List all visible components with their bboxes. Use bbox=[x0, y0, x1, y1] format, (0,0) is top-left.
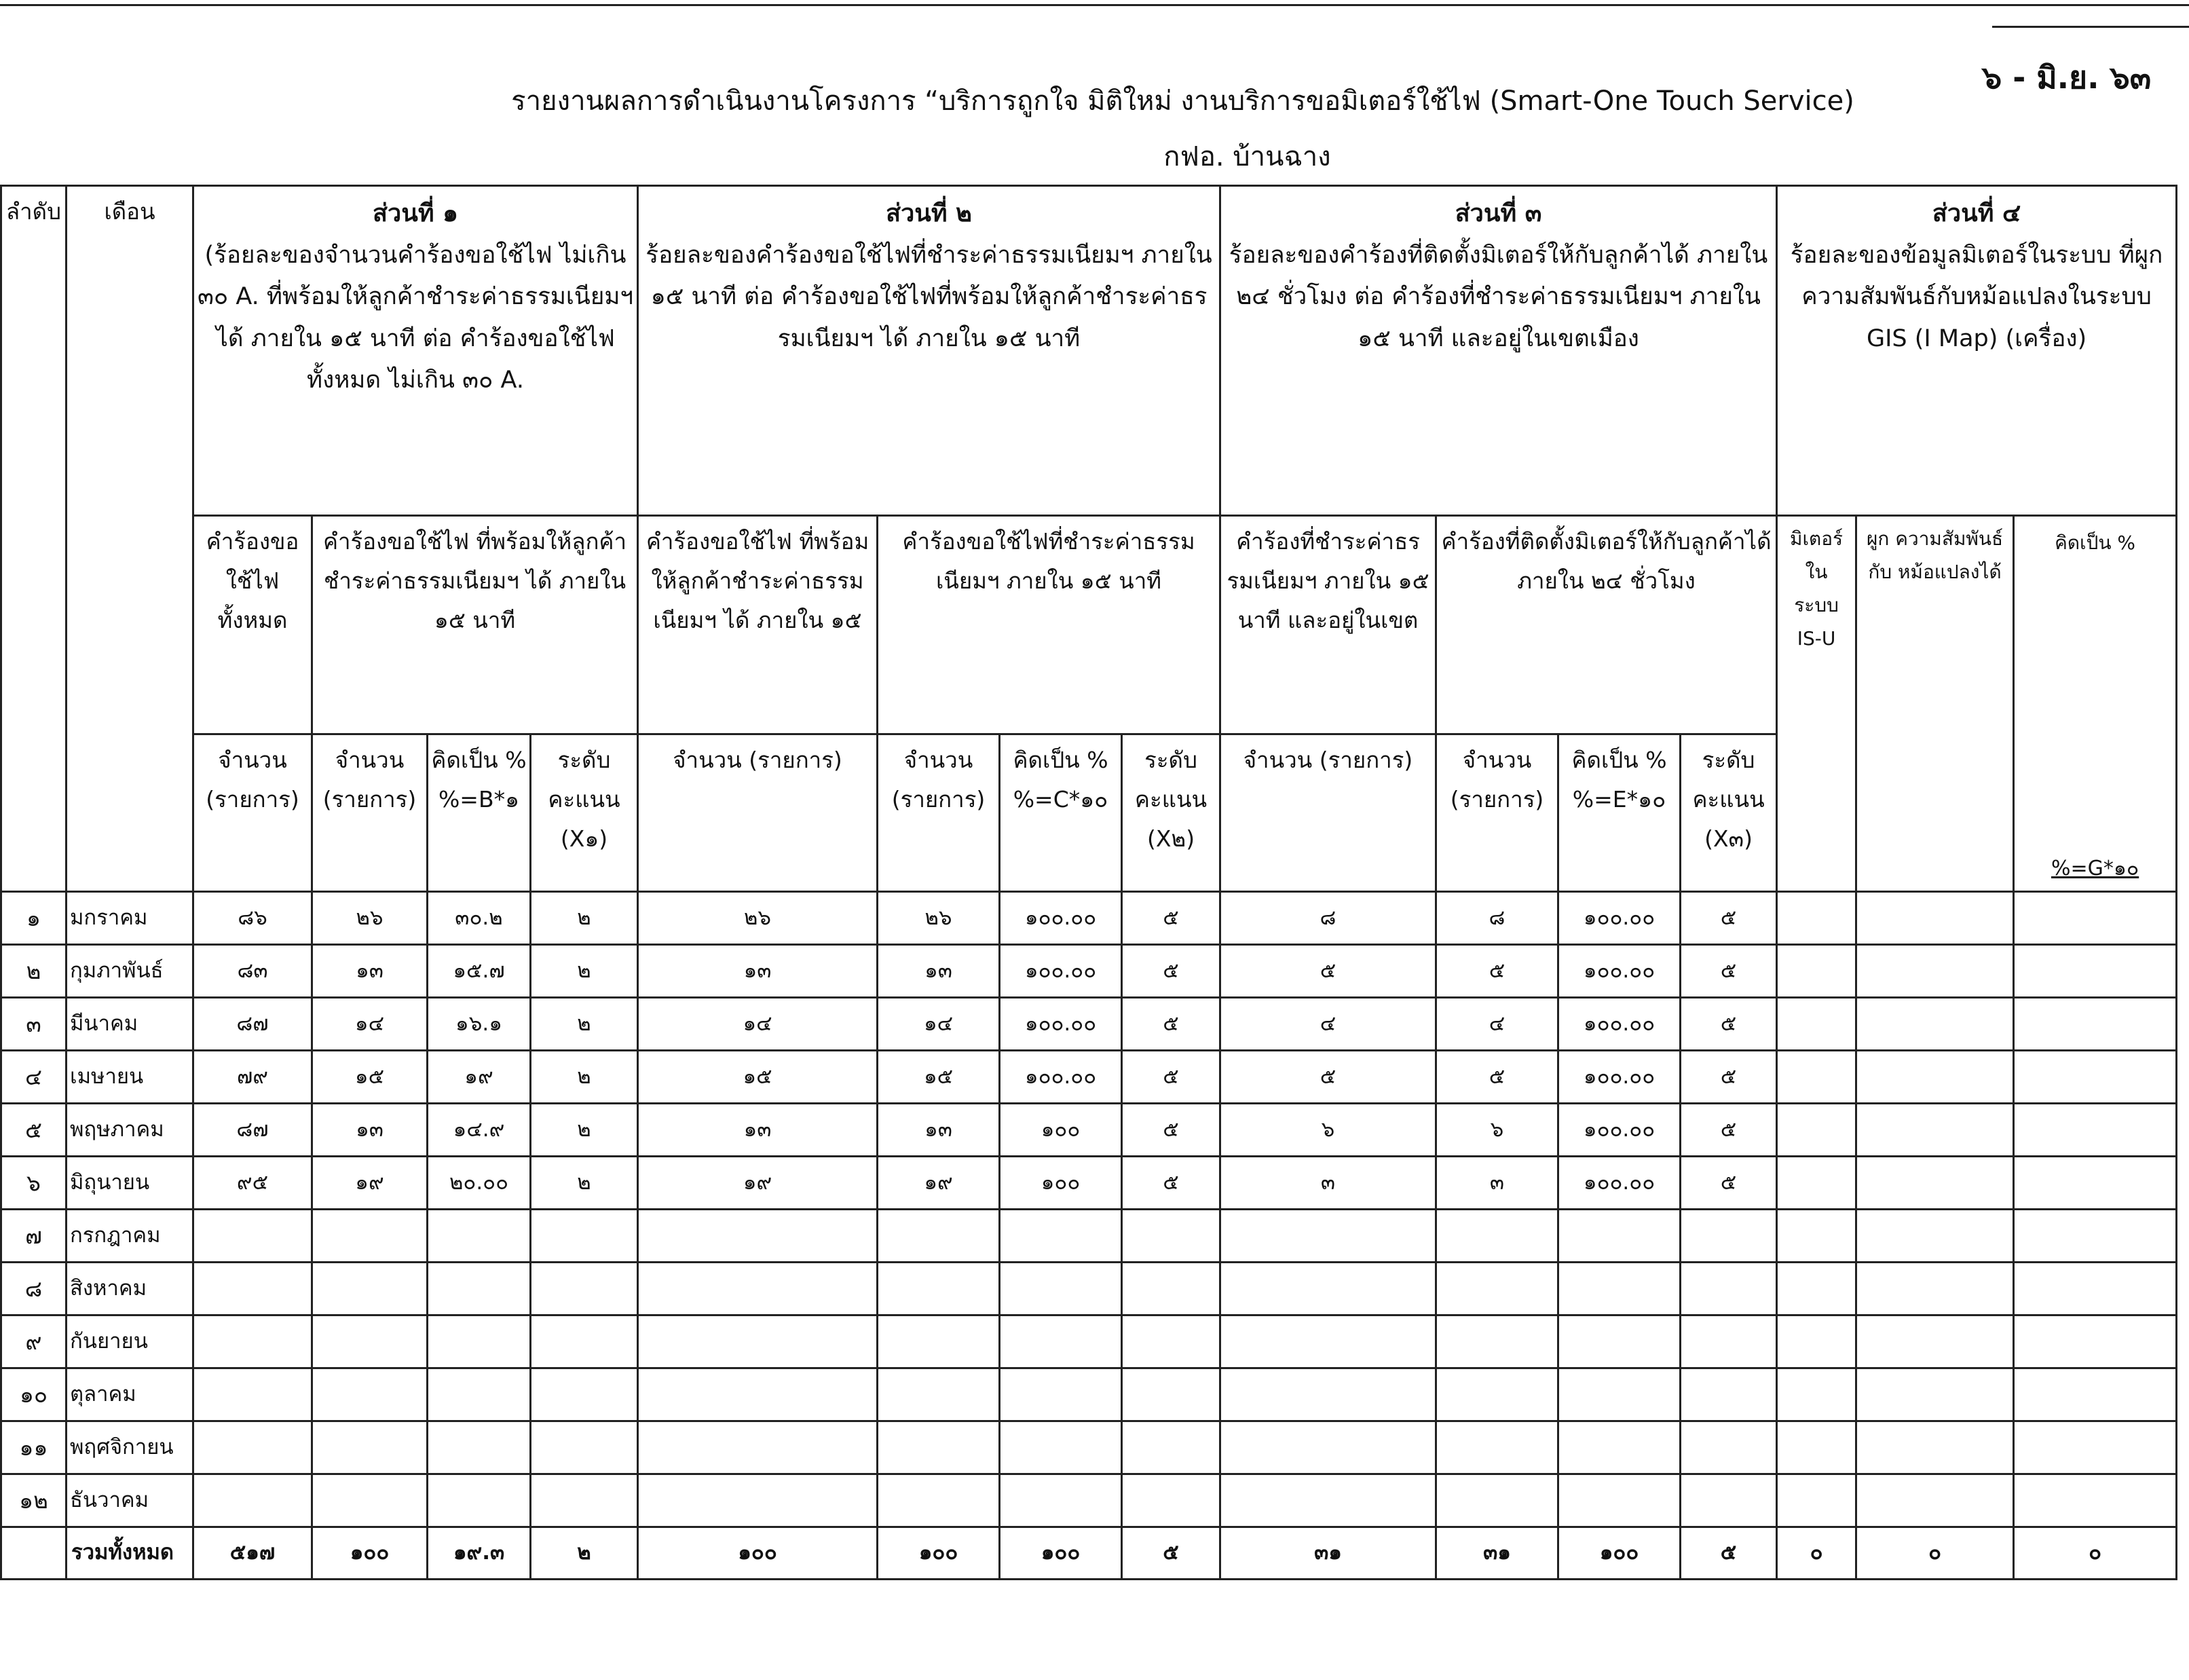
part3-desc: ร้อยละของคำร้องที่ติดตั้งมิเตอร์ให้กับลูกค้าได้ ภายใน ๒๔ ชั่วโมง ต่อ คำร้องที่ชำระค่าธรรมเนียมฯ ภายใน ๑๕ นาที และอยู่ในเขตเมือง bbox=[1229, 242, 1768, 352]
row-value bbox=[1122, 1263, 1220, 1315]
row-value bbox=[193, 1263, 312, 1315]
row-number: ๑๒ bbox=[1, 1474, 67, 1527]
row-value: ๓ bbox=[1220, 1157, 1436, 1210]
row-value bbox=[878, 1263, 1000, 1315]
table-row bbox=[1, 1315, 2177, 1368]
row-value bbox=[2014, 1263, 2177, 1315]
row-value: ๑๓ bbox=[878, 1104, 1000, 1157]
total-value: ๑๐๐ bbox=[1558, 1527, 1681, 1580]
row-value: ๑๔.๙ bbox=[428, 1104, 531, 1157]
row-value bbox=[1220, 1210, 1436, 1263]
total-value: ๑๐๐ bbox=[1000, 1527, 1122, 1580]
row-value bbox=[1856, 1263, 2014, 1315]
row-value bbox=[1856, 1315, 2014, 1368]
row-value bbox=[1122, 1368, 1220, 1421]
part2-header bbox=[638, 186, 1220, 516]
row-value: ๑๐๐.๐๐ bbox=[1558, 1051, 1681, 1104]
row-value: ๑๐๐.๐๐ bbox=[1000, 945, 1122, 998]
row-value bbox=[1856, 1474, 2014, 1527]
row-value bbox=[1000, 1315, 1122, 1368]
row-value: ๒ bbox=[531, 1104, 638, 1157]
row-value bbox=[1122, 1474, 1220, 1527]
part2-count-ready: จำนวน (รายการ) bbox=[638, 734, 878, 892]
total-value: ๑๐๐ bbox=[638, 1527, 878, 1580]
row-value bbox=[428, 1421, 531, 1474]
row-value bbox=[2014, 1315, 2177, 1368]
row-value: ๕ bbox=[1436, 1051, 1558, 1104]
row-value bbox=[1000, 1263, 1122, 1315]
row-value: ๑๙ bbox=[428, 1051, 531, 1104]
row-value bbox=[531, 1368, 638, 1421]
row-value: ๕ bbox=[1122, 945, 1220, 998]
row-value: ๕ bbox=[1681, 1051, 1777, 1104]
report-title: รายงานผลการดำเนินงานโครงการ “บริการถูกใจ มิติใหม่ งานบริการขอมิเตอร์ใช้ไฟ (Smart-One Touch Service) bbox=[511, 86, 1854, 117]
row-value bbox=[1681, 1210, 1777, 1263]
row-month: มีนาคม bbox=[67, 998, 193, 1051]
row-value: ๕ bbox=[1681, 1104, 1777, 1157]
row-value bbox=[1777, 892, 1856, 945]
row-value: ๑๓ bbox=[878, 945, 1000, 998]
col-order: ลำดับ bbox=[1, 186, 67, 892]
total-value: ๕๑๗ bbox=[193, 1527, 312, 1580]
row-value bbox=[1777, 1104, 1856, 1157]
row-value bbox=[428, 1263, 531, 1315]
row-value bbox=[312, 1368, 428, 1421]
row-value: ๒ bbox=[531, 998, 638, 1051]
total-value: ๑๐๐ bbox=[878, 1527, 1000, 1580]
table-row bbox=[1, 1263, 2177, 1315]
row-number: ๔ bbox=[1, 1051, 67, 1104]
row-value bbox=[638, 1474, 878, 1527]
row-value bbox=[1122, 1210, 1220, 1263]
row-value bbox=[1558, 1315, 1681, 1368]
row-value: ๕ bbox=[1681, 945, 1777, 998]
row-value bbox=[1558, 1421, 1681, 1474]
table-row bbox=[1, 1421, 2177, 1474]
part3-count-installed: จำนวน (รายการ) bbox=[1436, 734, 1558, 892]
row-value bbox=[2014, 1474, 2177, 1527]
row-value: ๒ bbox=[531, 945, 638, 998]
row-value bbox=[312, 1210, 428, 1263]
row-value: ๑๓ bbox=[312, 1104, 428, 1157]
row-value: ๑๐๐.๐๐ bbox=[1558, 1157, 1681, 1210]
row-number: ๒ bbox=[1, 945, 67, 998]
part1-desc: (ร้อยละของจำนวนคำร้องขอใช้ไฟ ไม่เกิน ๓๐ A. ที่พร้อมให้ลูกค้าชำระค่าธรรมเนียมฯ ได้ ภายใน ๑๕ นาที ต่อ คำร้องขอใช้ไฟทั้งหมด ไม่เกิน ๓๐ A. bbox=[197, 242, 634, 394]
row-value: ๑๐๐.๐๐ bbox=[1558, 1104, 1681, 1157]
row-number: ๑ bbox=[1, 892, 67, 945]
row-value: ๑๐๐.๐๐ bbox=[1000, 998, 1122, 1051]
row-value bbox=[312, 1421, 428, 1474]
row-value bbox=[1681, 1421, 1777, 1474]
row-value: ๒ bbox=[531, 892, 638, 945]
row-value bbox=[2014, 1104, 2177, 1157]
part2-percent: คิดเป็น % %=C*๑๐ bbox=[1000, 734, 1122, 892]
row-value bbox=[1681, 1474, 1777, 1527]
row-value bbox=[193, 1315, 312, 1368]
row-value bbox=[1856, 892, 2014, 945]
row-value bbox=[1777, 1210, 1856, 1263]
row-value: ๕ bbox=[1220, 1051, 1436, 1104]
row-value bbox=[1777, 998, 1856, 1051]
part1-group1: คำร้องขอใช้ไฟทั้งหมด bbox=[193, 516, 312, 734]
office-name: กฟอ. บ้านฉาง bbox=[1163, 141, 1331, 172]
date-stamp: ๖ - มิ.ย. ๖๓ bbox=[1982, 59, 2152, 96]
row-value: ๕ bbox=[1436, 945, 1558, 998]
row-value bbox=[312, 1474, 428, 1527]
row-value bbox=[1436, 1368, 1558, 1421]
row-value bbox=[1000, 1474, 1122, 1527]
table-row bbox=[1, 1474, 2177, 1527]
row-value bbox=[2014, 998, 2177, 1051]
row-value: ๑๓ bbox=[312, 945, 428, 998]
row-value bbox=[1856, 998, 2014, 1051]
row-month: ตุลาคม bbox=[67, 1368, 193, 1421]
row-value: ๑๙ bbox=[878, 1157, 1000, 1210]
total-value: ๐ bbox=[1856, 1527, 2014, 1580]
top-rule bbox=[0, 4, 2189, 6]
row-value bbox=[1777, 1157, 1856, 1210]
row-month: มิถุนายน bbox=[67, 1157, 193, 1210]
row-value: ๑๕ bbox=[638, 1051, 878, 1104]
row-value bbox=[1220, 1315, 1436, 1368]
row-value bbox=[531, 1315, 638, 1368]
row-value bbox=[1856, 1051, 2014, 1104]
row-value bbox=[878, 1421, 1000, 1474]
row-value: ๑๕ bbox=[878, 1051, 1000, 1104]
total-value: ๐ bbox=[1777, 1527, 1856, 1580]
row-value: ๒๖ bbox=[312, 892, 428, 945]
row-month: พฤษภาคม bbox=[67, 1104, 193, 1157]
row-value: ๕ bbox=[1681, 1157, 1777, 1210]
total-value: ๑๙.๓ bbox=[428, 1527, 531, 1580]
row-value bbox=[531, 1474, 638, 1527]
row-value bbox=[193, 1210, 312, 1263]
part4-percent-label: คิดเป็น % bbox=[2055, 531, 2136, 554]
row-value bbox=[878, 1315, 1000, 1368]
row-value: ๒๐.๐๐ bbox=[428, 1157, 531, 1210]
row-value: ๑๔ bbox=[312, 998, 428, 1051]
row-value bbox=[1122, 1315, 1220, 1368]
row-value bbox=[878, 1474, 1000, 1527]
part2-desc: ร้อยละของคำร้องขอใช้ไฟที่ชำระค่าธรรมเนียมฯ ภายใน ๑๕ นาที ต่อ คำร้องขอใช้ไฟที่พร้อมให้ลูกค้าชำระค่าธรรมเนียมฯ ได้ ภายใน ๑๕ นาที bbox=[646, 242, 1212, 352]
part3-title: ส่วนที่ ๓ bbox=[1455, 200, 1542, 227]
total-value: ๕ bbox=[1122, 1527, 1220, 1580]
row-value bbox=[1000, 1368, 1122, 1421]
part3-group1: คำร้องที่ชำระค่าธรรมเนียมฯ ภายใน ๑๕ นาที และอยู่ในเขต bbox=[1220, 516, 1436, 734]
row-value: ๘๖ bbox=[193, 892, 312, 945]
part2-group1: คำร้องขอใช้ไฟ ที่พร้อมให้ลูกค้าชำระค่าธรรมเนียมฯ ได้ ภายใน ๑๕ bbox=[638, 516, 878, 734]
row-value bbox=[638, 1368, 878, 1421]
row-value: ๑๐๐.๐๐ bbox=[1000, 1051, 1122, 1104]
row-value bbox=[531, 1210, 638, 1263]
row-month: มกราคม bbox=[67, 892, 193, 945]
row-value bbox=[2014, 892, 2177, 945]
row-value: ๘๗ bbox=[193, 998, 312, 1051]
row-value: ๗๙ bbox=[193, 1051, 312, 1104]
part3-count-paid: จำนวน (รายการ) bbox=[1220, 734, 1436, 892]
part1-header bbox=[193, 186, 638, 516]
row-value bbox=[1777, 1263, 1856, 1315]
row-value bbox=[1220, 1368, 1436, 1421]
total-value: ๕ bbox=[1681, 1527, 1777, 1580]
row-value bbox=[312, 1263, 428, 1315]
row-number: ๑๑ bbox=[1, 1421, 67, 1474]
row-value bbox=[638, 1210, 878, 1263]
row-value bbox=[1777, 1368, 1856, 1421]
row-number: ๙ bbox=[1, 1315, 67, 1368]
part3-group2: คำร้องที่ติดตั้งมิเตอร์ให้กับลูกค้าได้ ภายใน ๒๔ ชั่วโมง bbox=[1436, 516, 1777, 734]
table-row bbox=[1, 1210, 2177, 1263]
part4-meter-col: มิเตอร์ ใน ระบบ IS-U bbox=[1777, 516, 1856, 892]
row-value: ๑๐๐.๐๐ bbox=[1000, 892, 1122, 945]
row-value bbox=[428, 1368, 531, 1421]
row-value: ๑๙ bbox=[638, 1157, 878, 1210]
row-value bbox=[1220, 1474, 1436, 1527]
table-row bbox=[1, 1051, 2177, 1104]
part1-count-all: จำนวน (รายการ) bbox=[193, 734, 312, 892]
row-value bbox=[1856, 1368, 2014, 1421]
row-value: ๑๐๐.๐๐ bbox=[1558, 945, 1681, 998]
part4-desc: ร้อยละของข้อมูลมิเตอร์ในระบบ ที่ผูกความสัมพันธ์กับหม้อแปลงในระบบ GIS (I Map) (เครื่อง) bbox=[1790, 242, 2163, 352]
total-number-cell bbox=[1, 1527, 67, 1580]
row-value bbox=[2014, 1051, 2177, 1104]
row-number: ๘ bbox=[1, 1263, 67, 1315]
row-value bbox=[531, 1421, 638, 1474]
part3-header bbox=[1220, 186, 1777, 516]
table-row bbox=[1, 1157, 2177, 1210]
part3-percent: คิดเป็น % %=E*๑๐ bbox=[1558, 734, 1681, 892]
row-value bbox=[2014, 1210, 2177, 1263]
row-value bbox=[193, 1421, 312, 1474]
row-number: ๖ bbox=[1, 1157, 67, 1210]
total-value: ๓๑ bbox=[1220, 1527, 1436, 1580]
row-value: ๑๐๐.๐๐ bbox=[1558, 892, 1681, 945]
row-value: ๒๖ bbox=[878, 892, 1000, 945]
part2-title: ส่วนที่ ๒ bbox=[886, 200, 972, 227]
row-value: ๑๓ bbox=[638, 945, 878, 998]
row-value bbox=[1777, 1051, 1856, 1104]
table-row bbox=[1, 1104, 2177, 1157]
row-value: ๒๖ bbox=[638, 892, 878, 945]
row-value bbox=[2014, 1157, 2177, 1210]
row-value bbox=[1558, 1474, 1681, 1527]
row-value bbox=[1122, 1421, 1220, 1474]
row-month: พฤศจิกายน bbox=[67, 1421, 193, 1474]
row-value bbox=[878, 1368, 1000, 1421]
part4-percent-col bbox=[2014, 516, 2177, 892]
row-value bbox=[1856, 1104, 2014, 1157]
part1-percent: คิดเป็น % %=B*๑ bbox=[428, 734, 531, 892]
part2-group2: คำร้องขอใช้ไฟที่ชำระค่าธรรมเนียมฯ ภายใน ๑๕ นาที bbox=[878, 516, 1220, 734]
row-month: กุมภาพันธ์ bbox=[67, 945, 193, 998]
row-value: ๕ bbox=[1122, 998, 1220, 1051]
row-value bbox=[638, 1263, 878, 1315]
row-value bbox=[1436, 1210, 1558, 1263]
row-value bbox=[1436, 1474, 1558, 1527]
total-value: ๐ bbox=[2014, 1527, 2177, 1580]
part3-score: ระดับคะแนน (X๓) bbox=[1681, 734, 1777, 892]
row-value bbox=[1436, 1263, 1558, 1315]
row-value bbox=[1856, 1157, 2014, 1210]
row-value bbox=[638, 1315, 878, 1368]
row-value: ๒ bbox=[531, 1051, 638, 1104]
total-value: ๒ bbox=[531, 1527, 638, 1580]
row-value bbox=[878, 1210, 1000, 1263]
row-value bbox=[1681, 1263, 1777, 1315]
row-value bbox=[193, 1368, 312, 1421]
row-value bbox=[1777, 945, 1856, 998]
table-row bbox=[1, 945, 2177, 998]
row-value: ๓๐.๒ bbox=[428, 892, 531, 945]
row-value: ๕ bbox=[1122, 1104, 1220, 1157]
row-number: ๗ bbox=[1, 1210, 67, 1263]
table-row bbox=[1, 1368, 2177, 1421]
row-value: ๖ bbox=[1220, 1104, 1436, 1157]
row-value bbox=[2014, 945, 2177, 998]
row-value bbox=[1856, 1421, 2014, 1474]
part4-linked-col: ผูก ความสัมพันธ์ กับ หม้อแปลงได้ bbox=[1856, 516, 2014, 892]
row-value: ๑๕ bbox=[312, 1051, 428, 1104]
row-value: ๕ bbox=[1122, 1157, 1220, 1210]
part1-group2: คำร้องขอใช้ไฟ ที่พร้อมให้ลูกค้าชำระค่าธรรมเนียมฯ ได้ ภายใน ๑๕ นาที bbox=[312, 516, 638, 734]
row-value: ๙๕ bbox=[193, 1157, 312, 1210]
row-value bbox=[1558, 1368, 1681, 1421]
row-value bbox=[1558, 1210, 1681, 1263]
row-value: ๕ bbox=[1681, 998, 1777, 1051]
row-value bbox=[1777, 1421, 1856, 1474]
row-value bbox=[1777, 1315, 1856, 1368]
row-value: ๔ bbox=[1220, 998, 1436, 1051]
row-month: สิงหาคม bbox=[67, 1263, 193, 1315]
stamp-rule bbox=[1992, 26, 2189, 28]
part4-header bbox=[1777, 186, 2177, 516]
row-value: ๓ bbox=[1436, 1157, 1558, 1210]
table-row bbox=[1, 998, 2177, 1051]
col-month: เดือน bbox=[67, 186, 193, 892]
report-table bbox=[0, 185, 2177, 1580]
part1-score: ระดับคะแนน (X๑) bbox=[531, 734, 638, 892]
row-value: ๕ bbox=[1220, 945, 1436, 998]
row-number: ๓ bbox=[1, 998, 67, 1051]
row-value: ๔ bbox=[1436, 998, 1558, 1051]
row-value bbox=[638, 1421, 878, 1474]
row-value bbox=[312, 1315, 428, 1368]
total-label: รวมทั้งหมด bbox=[67, 1527, 193, 1580]
total-value: ๑๐๐ bbox=[312, 1527, 428, 1580]
row-value: ๑๐๐.๐๐ bbox=[1558, 998, 1681, 1051]
row-value bbox=[1558, 1263, 1681, 1315]
row-value: ๑๙ bbox=[312, 1157, 428, 1210]
row-value bbox=[1681, 1315, 1777, 1368]
row-value bbox=[1777, 1474, 1856, 1527]
row-value bbox=[2014, 1421, 2177, 1474]
part1-count-ready: จำนวน (รายการ) bbox=[312, 734, 428, 892]
row-value bbox=[1000, 1421, 1122, 1474]
row-value: ๑๔ bbox=[638, 998, 878, 1051]
row-value bbox=[1436, 1421, 1558, 1474]
row-value bbox=[1000, 1210, 1122, 1263]
row-value bbox=[428, 1315, 531, 1368]
row-number: ๕ bbox=[1, 1104, 67, 1157]
row-value: ๘ bbox=[1220, 892, 1436, 945]
row-value: ๑๔ bbox=[878, 998, 1000, 1051]
total-row bbox=[1, 1527, 2177, 1580]
row-value: ๕ bbox=[1681, 892, 1777, 945]
row-value bbox=[1681, 1368, 1777, 1421]
row-month: กรกฎาคม bbox=[67, 1210, 193, 1263]
row-number: ๑๐ bbox=[1, 1368, 67, 1421]
row-value bbox=[428, 1474, 531, 1527]
row-value bbox=[428, 1210, 531, 1263]
row-value bbox=[1436, 1315, 1558, 1368]
row-value bbox=[1856, 945, 2014, 998]
row-value bbox=[1220, 1263, 1436, 1315]
row-value bbox=[531, 1263, 638, 1315]
row-value: ๑๓ bbox=[638, 1104, 878, 1157]
row-value: ๘๓ bbox=[193, 945, 312, 998]
row-month: กันยายน bbox=[67, 1315, 193, 1368]
row-value bbox=[1220, 1421, 1436, 1474]
part2-score: ระดับคะแนน (X๒) bbox=[1122, 734, 1220, 892]
row-value: ๑๐๐ bbox=[1000, 1104, 1122, 1157]
total-value: ๓๑ bbox=[1436, 1527, 1558, 1580]
row-month: เมษายน bbox=[67, 1051, 193, 1104]
part1-title: ส่วนที่ ๑ bbox=[373, 200, 458, 227]
row-value bbox=[1856, 1210, 2014, 1263]
row-value: ๒ bbox=[531, 1157, 638, 1210]
row-value: ๘ bbox=[1436, 892, 1558, 945]
row-value: ๕ bbox=[1122, 892, 1220, 945]
part2-count-paid: จำนวน (รายการ) bbox=[878, 734, 1000, 892]
row-value: ๖ bbox=[1436, 1104, 1558, 1157]
row-value: ๘๗ bbox=[193, 1104, 312, 1157]
row-value: ๑๐๐ bbox=[1000, 1157, 1122, 1210]
row-value bbox=[2014, 1368, 2177, 1421]
part4-title: ส่วนที่ ๔ bbox=[1932, 200, 2021, 227]
row-value: ๕ bbox=[1122, 1051, 1220, 1104]
part4-percent-formula: %=G*๑๐ bbox=[2051, 856, 2139, 880]
table-row bbox=[1, 892, 2177, 945]
row-value: ๑๖.๑ bbox=[428, 998, 531, 1051]
row-month: ธันวาคม bbox=[67, 1474, 193, 1527]
row-value bbox=[193, 1474, 312, 1527]
row-value: ๑๕.๗ bbox=[428, 945, 531, 998]
